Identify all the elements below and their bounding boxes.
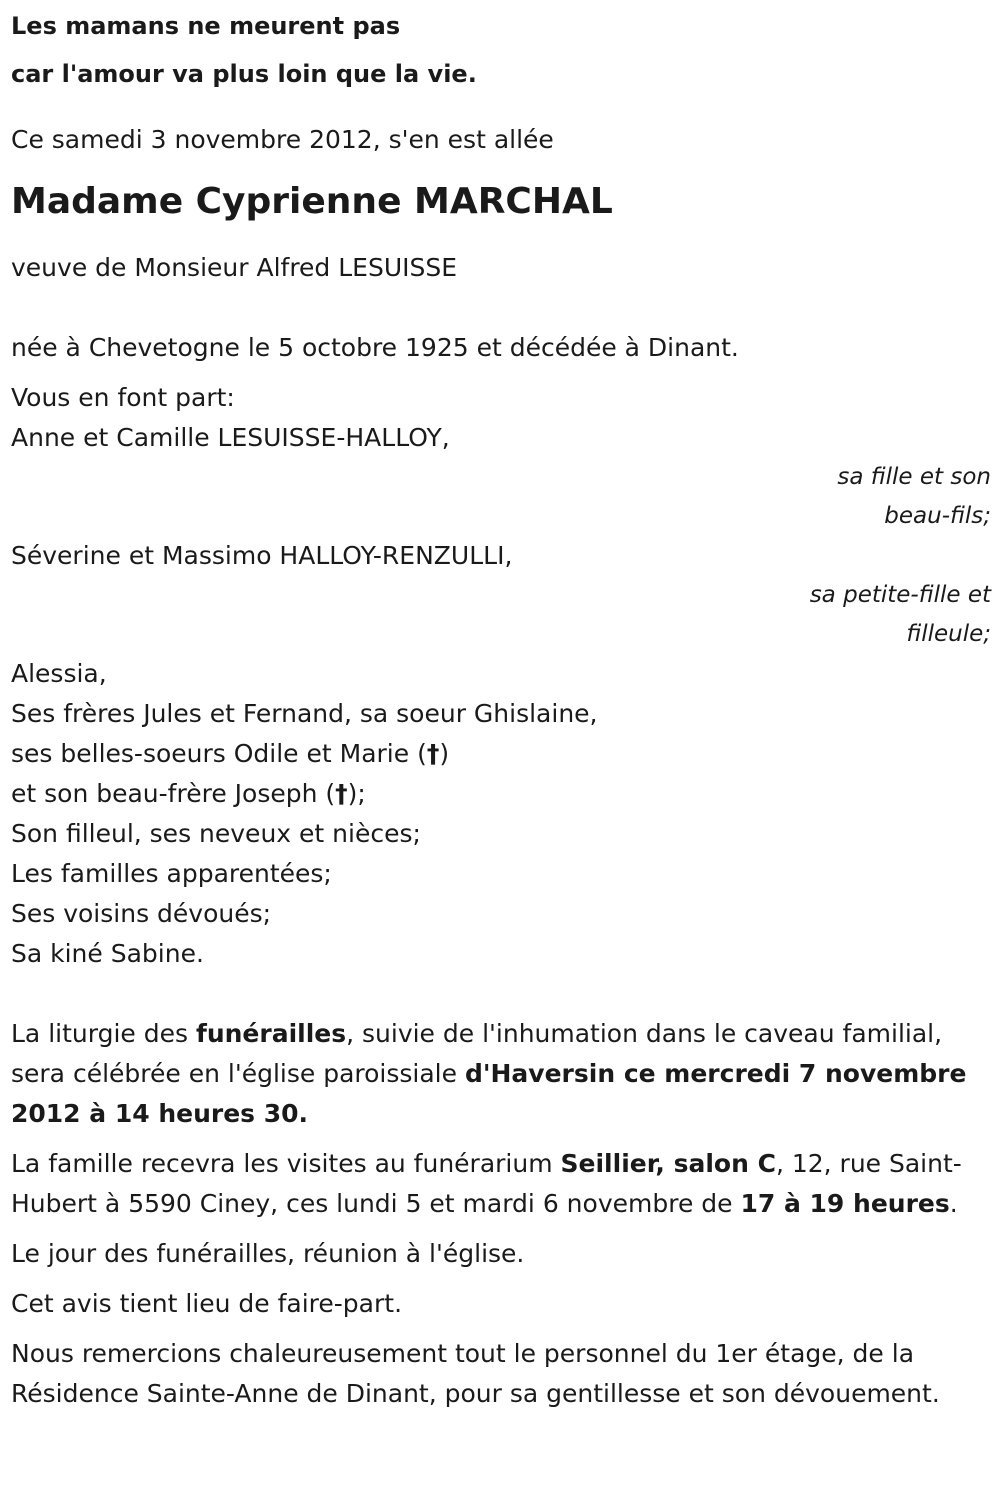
family-line-8: Sa kiné Sabine.	[11, 939, 204, 968]
family-list	[11, 418, 991, 974]
family-line-1: Alessia,	[11, 659, 107, 688]
cross-icon: †	[335, 779, 348, 808]
family-relation-1b: beau-fils;	[884, 503, 991, 529]
epigraph	[11, 2, 991, 98]
family-member-2: Séverine et Massimo HALLOY-RENZULLI,	[11, 541, 513, 570]
family-line-4-end: );	[347, 779, 366, 808]
deceased-name: Madame Cyprienne MARCHAL	[11, 181, 613, 222]
family-line-4	[11, 774, 991, 814]
funeral-text-d: d'Haversin ce mercredi 7 novembre 2012 à 14 heures 30.	[11, 1059, 967, 1128]
funeral-text-b: funérailles	[195, 1019, 347, 1048]
family-line-6: Les familles apparentées;	[11, 859, 332, 888]
visits-text-a: La famille recevra les visites au funérarium	[11, 1149, 561, 1178]
family-line-3	[11, 734, 991, 774]
thanks-paragraph: Nous remercions chaleureusement tout le personnel du 1er étage, de la Résidence Sainte-Anne de Dinant, pour sa gentillesse et son dévouement.	[11, 1339, 940, 1408]
visits-text-c: , 12, rue Saint-Hubert à 5590 Ciney, ces lundi 5 et mardi 6 novembre de	[11, 1149, 962, 1218]
meeting-text: Le jour des funérailles, réunion à l'église.	[11, 1239, 525, 1268]
notice-text: Cet avis tient lieu de faire-part.	[11, 1289, 403, 1318]
intro-text: Ce samedi 3 novembre 2012, s'en est allée	[11, 125, 554, 154]
widow-of-text: veuve de Monsieur Alfred LESUISSE	[11, 253, 458, 282]
funeral-paragraph	[11, 1014, 991, 1134]
family-line-7: Ses voisins dévoués;	[11, 899, 272, 928]
announce-text: Vous en font part:	[11, 383, 235, 412]
visits-paragraph	[11, 1144, 991, 1224]
visits-text-d: 17 à 19 heures	[740, 1189, 950, 1218]
family-relation-2a: sa petite-fille et	[809, 582, 991, 608]
funeral-text-a: La liturgie des	[11, 1019, 196, 1048]
visits-text-e: .	[949, 1189, 958, 1218]
family-relation-2b: filleule;	[906, 621, 991, 647]
cross-icon: †	[426, 739, 440, 768]
epigraph-line-2: car l'amour va plus loin que la vie.	[11, 60, 477, 88]
family-member-1: Anne et Camille LESUISSE-HALLOY,	[11, 423, 450, 452]
funeral-text-c: , suivie de l'inhumation dans le caveau familial, sera célébrée en l'église paroissiale	[11, 1019, 943, 1088]
epigraph-line-1: Les mamans ne meurent pas	[11, 12, 401, 40]
family-line-4-text: et son beau-frère Joseph (	[11, 779, 336, 808]
obituary-page	[11, 0, 991, 1487]
family-line-2: Ses frères Jules et Fernand, sa soeur Ghislaine,	[11, 699, 598, 728]
family-line-3-text: ses belles-soeurs Odile et Marie (	[11, 739, 427, 768]
family-relation-1a: sa fille et son	[837, 464, 991, 490]
birth-death-text: née à Chevetogne le 5 octobre 1925 et décédée à Dinant.	[11, 333, 739, 362]
family-line-3-end: )	[439, 739, 450, 768]
family-line-5: Son filleul, ses neveux et nièces;	[11, 819, 421, 848]
visits-text-b: Seillier, salon C	[560, 1149, 776, 1178]
